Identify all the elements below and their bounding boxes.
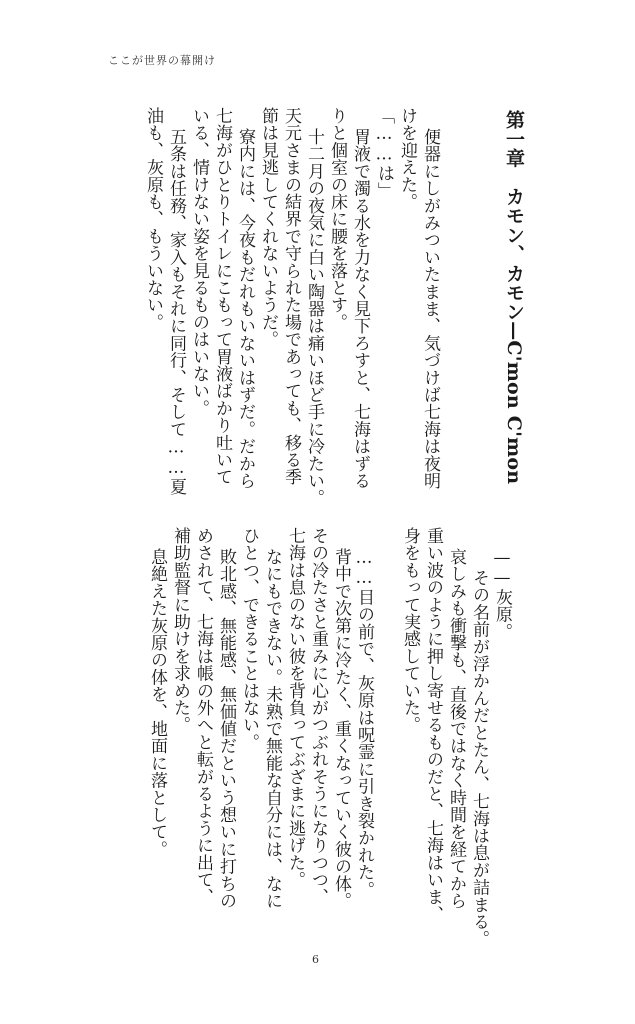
text-column: 七海がひとりトイレにこもって胃液ばかり吐いて bbox=[212, 107, 232, 486]
text-column: りと個室の床に腰を落とす。 bbox=[327, 107, 347, 331]
text-column: 寮内には、今夜もだれもいないはずだ。だから bbox=[235, 128, 255, 490]
text-column: 哀しみも衝撃も、直後ではなく時間を経てから bbox=[446, 548, 466, 910]
text-column: 「……は」 bbox=[374, 107, 394, 199]
text-column: 身をもって実感していた。 bbox=[400, 527, 420, 734]
text-column: 油も、灰原も、もういない。 bbox=[143, 107, 163, 331]
page-number: 6 bbox=[312, 953, 319, 966]
text-column: 七海は息のない彼を背負ってぶざまに逃げた。 bbox=[285, 527, 305, 889]
text-column: 便器にしがみついたまま、気づけば七海は夜明 bbox=[420, 128, 440, 490]
text-column: ひとつ、できることはない。 bbox=[239, 527, 259, 751]
chapter-title bbox=[504, 110, 524, 484]
text-column: なにもできない。未熟で無能な自分には、なに bbox=[262, 548, 282, 910]
text-column: ……目の前で、灰原は呪霊に引き裂かれた。 bbox=[354, 548, 374, 898]
text-column: めされて、七海は帳の外へと転がるように出て、 bbox=[193, 527, 213, 906]
text-column: 節は見逃してくれないようだ。 bbox=[258, 107, 278, 348]
text-column: 補助監督に助けを求めた。 bbox=[170, 527, 190, 734]
running-head: ここが世界の幕開け bbox=[108, 54, 216, 67]
text-column: その冷たさと重みに心がつぶれそうになりつつ、 bbox=[308, 527, 328, 906]
text-column: 天元さまの結界で守られた場であっても、移る季 bbox=[281, 107, 301, 486]
text-column: 息絶えた灰原の体を、地面に落として。 bbox=[147, 548, 167, 858]
text-column: 敗北感、無能感、無価値だという想いに打ちの bbox=[216, 548, 236, 910]
text-column: けを迎えた。 bbox=[397, 107, 417, 211]
text-column: その名前が浮かんだとたん、七海は息が詰まる。 bbox=[469, 569, 489, 948]
text-column: いる、情けない姿を見るものはいない。 bbox=[189, 107, 209, 417]
text-column: ——灰原。 bbox=[492, 548, 512, 640]
text-column: 重い波のように押し寄せるものだと、七海はいま、 bbox=[423, 527, 443, 923]
text-column: 五条は任務、家入もそれに同行、そして……夏 bbox=[166, 128, 186, 496]
chapter-title-text: 第一章 カモン、カモン—C'mon C'mon bbox=[503, 110, 525, 485]
text-column: 十二月の夜気に白い陶器は痛いほど手に冷たい。 bbox=[304, 128, 324, 507]
text-column: 胃液で濁る水を力なく見下ろすと、七海はずる bbox=[350, 128, 370, 490]
text-column: 背中で次第に冷たく、重くなっていく彼の体。 bbox=[331, 548, 351, 910]
